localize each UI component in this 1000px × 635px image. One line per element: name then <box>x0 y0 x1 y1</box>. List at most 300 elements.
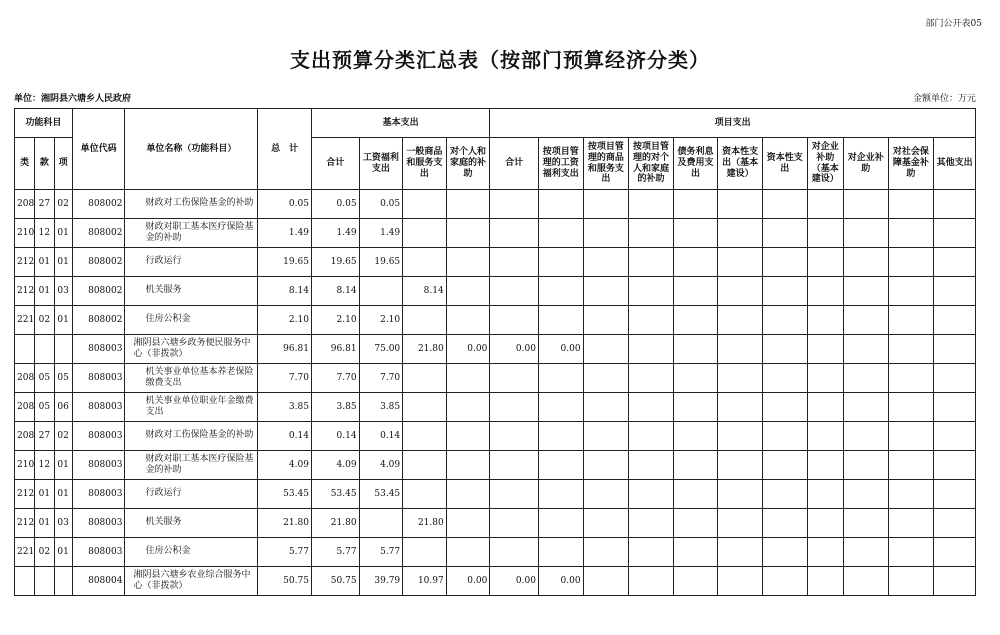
empty-cell <box>629 451 674 480</box>
basic-personal-cell <box>446 219 490 248</box>
basic-total-cell: 1.49 <box>311 219 359 248</box>
unit-code-cell: 808003 <box>72 480 125 509</box>
unit-code-cell: 808002 <box>72 190 125 219</box>
empty-cell <box>583 335 629 364</box>
lei-cell <box>15 335 35 364</box>
lei-cell: 221 <box>15 538 35 567</box>
empty-cell <box>844 364 889 393</box>
empty-cell <box>583 480 629 509</box>
empty-cell <box>673 509 718 538</box>
basic-total-cell: 21.80 <box>311 509 359 538</box>
basic-total-cell: 96.81 <box>311 335 359 364</box>
empty-cell <box>583 422 629 451</box>
basic-goods-cell <box>403 364 447 393</box>
xiang-cell: 02 <box>54 422 72 451</box>
empty-cell <box>934 480 976 509</box>
empty-cell <box>629 538 674 567</box>
lei-cell: 221 <box>15 306 35 335</box>
basic-total-cell: 19.65 <box>311 248 359 277</box>
project-wage-cell <box>538 277 583 306</box>
empty-cell <box>807 190 843 219</box>
kuan-cell <box>35 567 54 596</box>
basic-goods-cell: 21.80 <box>403 335 447 364</box>
empty-cell <box>807 480 843 509</box>
empty-cell <box>673 277 718 306</box>
project-col-capital: 资本性支出 <box>762 138 807 190</box>
basic-goods-cell <box>403 190 447 219</box>
empty-cell <box>629 306 674 335</box>
project-wage-cell <box>538 393 583 422</box>
project-wage-cell <box>538 451 583 480</box>
xiang-cell: 01 <box>54 248 72 277</box>
kuan-cell: 27 <box>35 190 54 219</box>
basic-wage-cell: 39.79 <box>359 567 403 596</box>
empty-cell <box>888 219 934 248</box>
xiang-header: 项 <box>54 138 72 190</box>
empty-cell <box>888 335 934 364</box>
lei-cell: 210 <box>15 451 35 480</box>
empty-cell <box>807 451 843 480</box>
basic-total-cell: 2.10 <box>311 306 359 335</box>
empty-cell <box>718 509 763 538</box>
total-cell: 19.65 <box>258 248 312 277</box>
project-total-cell <box>490 451 539 480</box>
empty-cell <box>583 190 629 219</box>
lei-header: 类 <box>15 138 35 190</box>
table-row <box>15 364 976 393</box>
empty-cell <box>718 567 763 596</box>
unit-name-cell: 住房公积金 <box>125 306 258 335</box>
empty-cell <box>844 219 889 248</box>
project-total-cell <box>490 538 539 567</box>
project-wage-cell <box>538 219 583 248</box>
lei-cell: 208 <box>15 364 35 393</box>
table-row <box>15 335 976 364</box>
kuan-cell: 01 <box>35 277 54 306</box>
basic-personal-cell <box>446 306 490 335</box>
page-title: 支出预算分类汇总表（按部门预算经济分类） <box>290 48 710 72</box>
empty-cell <box>718 451 763 480</box>
empty-cell <box>762 509 807 538</box>
basic-total-cell: 53.45 <box>311 480 359 509</box>
empty-cell <box>934 248 976 277</box>
unit-code-cell: 808002 <box>72 277 125 306</box>
total-cell: 8.14 <box>258 277 312 306</box>
unit-code-cell: 808004 <box>72 567 125 596</box>
project-total-cell <box>490 422 539 451</box>
project-total-cell: 0.00 <box>490 335 539 364</box>
table-row <box>15 480 976 509</box>
basic-goods-cell <box>403 480 447 509</box>
project-col-goods: 按项目管理的商品和服务支出 <box>583 138 629 190</box>
project-col-social-security: 对社会保障基金补助 <box>888 138 934 190</box>
project-col-personal: 按项目管理的对个人和家庭的补助 <box>629 138 674 190</box>
empty-cell <box>762 393 807 422</box>
basic-wage-cell: 75.00 <box>359 335 403 364</box>
basic-total-cell: 8.14 <box>311 277 359 306</box>
xiang-cell: 06 <box>54 393 72 422</box>
empty-cell <box>888 480 934 509</box>
xiang-cell <box>54 567 72 596</box>
project-total-cell <box>490 190 539 219</box>
basic-goods-cell <box>403 306 447 335</box>
empty-cell <box>629 393 674 422</box>
unit-code-cell: 808003 <box>72 538 125 567</box>
basic-goods-cell <box>403 451 447 480</box>
total-cell: 3.85 <box>258 393 312 422</box>
basic-wage-cell: 0.05 <box>359 190 403 219</box>
empty-cell <box>583 538 629 567</box>
project-total-cell <box>490 219 539 248</box>
basic-total-cell: 3.85 <box>311 393 359 422</box>
table-row <box>15 451 976 480</box>
empty-cell <box>844 567 889 596</box>
empty-cell <box>888 451 934 480</box>
func-subject-header: 功能科目 <box>15 109 73 138</box>
kuan-cell: 05 <box>35 364 54 393</box>
basic-goods-cell: 10.97 <box>403 567 447 596</box>
kuan-cell: 02 <box>35 538 54 567</box>
xiang-cell <box>54 335 72 364</box>
project-wage-cell <box>538 190 583 219</box>
project-wage-cell <box>538 248 583 277</box>
project-total-cell <box>490 248 539 277</box>
total-cell: 0.05 <box>258 190 312 219</box>
empty-cell <box>844 306 889 335</box>
xiang-cell: 03 <box>54 509 72 538</box>
empty-cell <box>583 509 629 538</box>
empty-cell <box>583 451 629 480</box>
kuan-cell: 01 <box>35 480 54 509</box>
empty-cell <box>718 335 763 364</box>
basic-personal-cell <box>446 538 490 567</box>
xiang-cell: 03 <box>54 277 72 306</box>
empty-cell <box>934 422 976 451</box>
basic-col-total: 合计 <box>311 138 359 190</box>
table-row <box>15 393 976 422</box>
empty-cell <box>673 219 718 248</box>
empty-cell <box>934 364 976 393</box>
empty-cell <box>934 190 976 219</box>
basic-col-goods: 一般商品和服务支出 <box>403 138 447 190</box>
empty-cell <box>807 219 843 248</box>
empty-cell <box>718 480 763 509</box>
empty-cell <box>888 190 934 219</box>
empty-cell <box>629 422 674 451</box>
empty-cell <box>629 277 674 306</box>
project-col-wage: 按项目管理的工资福利支出 <box>538 138 583 190</box>
basic-wage-cell: 53.45 <box>359 480 403 509</box>
empty-cell <box>762 451 807 480</box>
empty-cell <box>762 480 807 509</box>
empty-cell <box>583 364 629 393</box>
empty-cell <box>807 422 843 451</box>
total-cell: 7.70 <box>258 364 312 393</box>
empty-cell <box>762 364 807 393</box>
project-expense-header: 项目支出 <box>490 109 976 138</box>
empty-cell <box>934 219 976 248</box>
basic-wage-cell: 5.77 <box>359 538 403 567</box>
unit-code-cell: 808002 <box>72 306 125 335</box>
empty-cell <box>673 480 718 509</box>
unit-code-cell: 808003 <box>72 422 125 451</box>
empty-cell <box>807 538 843 567</box>
empty-cell <box>718 393 763 422</box>
unit-code-cell: 808003 <box>72 364 125 393</box>
lei-cell: 208 <box>15 422 35 451</box>
xiang-cell: 01 <box>54 451 72 480</box>
empty-cell <box>583 219 629 248</box>
total-cell: 2.10 <box>258 306 312 335</box>
project-col-other: 其他支出 <box>934 138 976 190</box>
unit-code-cell: 808003 <box>72 509 125 538</box>
basic-wage-cell: 19.65 <box>359 248 403 277</box>
basic-goods-cell <box>403 219 447 248</box>
project-col-debt: 债务利息及费用支出 <box>673 138 718 190</box>
unit-name-cell: 行政运行 <box>125 480 258 509</box>
empty-cell <box>673 567 718 596</box>
empty-cell <box>762 277 807 306</box>
empty-cell <box>673 422 718 451</box>
basic-total-cell: 5.77 <box>311 538 359 567</box>
project-col-total: 合计 <box>490 138 539 190</box>
empty-cell <box>807 335 843 364</box>
empty-cell <box>888 538 934 567</box>
project-wage-cell <box>538 422 583 451</box>
table-row <box>15 219 976 248</box>
empty-cell <box>583 306 629 335</box>
empty-cell <box>673 335 718 364</box>
empty-cell <box>629 335 674 364</box>
table-row <box>15 277 976 306</box>
empty-cell <box>673 364 718 393</box>
empty-cell <box>629 480 674 509</box>
basic-wage-cell: 0.14 <box>359 422 403 451</box>
project-wage-cell <box>538 509 583 538</box>
basic-goods-cell <box>403 393 447 422</box>
empty-cell <box>629 190 674 219</box>
table-row <box>15 567 976 596</box>
basic-total-cell: 50.75 <box>311 567 359 596</box>
empty-cell <box>718 277 763 306</box>
kuan-cell: 02 <box>35 306 54 335</box>
unit-name-cell: 财政对职工基本医疗保险基金的补助 <box>125 219 258 248</box>
basic-personal-cell: 0.00 <box>446 567 490 596</box>
unit-name-cell: 行政运行 <box>125 248 258 277</box>
lei-cell <box>15 567 35 596</box>
basic-personal-cell <box>446 277 490 306</box>
basic-wage-cell <box>359 277 403 306</box>
table-row <box>15 538 976 567</box>
project-col-enterprise: 对企业补助 <box>844 138 889 190</box>
unit-name-cell: 财政对工伤保险基金的补助 <box>125 422 258 451</box>
empty-cell <box>629 509 674 538</box>
empty-cell <box>629 364 674 393</box>
empty-cell <box>888 364 934 393</box>
form-number: 部门公开表05 <box>925 19 982 29</box>
table-row <box>15 306 976 335</box>
empty-cell <box>807 248 843 277</box>
empty-cell <box>844 248 889 277</box>
total-cell: 4.09 <box>258 451 312 480</box>
kuan-cell: 05 <box>35 393 54 422</box>
empty-cell <box>844 335 889 364</box>
empty-cell <box>673 451 718 480</box>
empty-cell <box>844 190 889 219</box>
unit-name-cell: 财政对职工基本医疗保险基金的补助 <box>125 451 258 480</box>
empty-cell <box>762 219 807 248</box>
empty-cell <box>844 422 889 451</box>
empty-cell <box>762 567 807 596</box>
xiang-cell: 01 <box>54 480 72 509</box>
basic-expense-header: 基本支出 <box>311 109 489 138</box>
empty-cell <box>762 190 807 219</box>
empty-cell <box>762 335 807 364</box>
lei-cell: 208 <box>15 393 35 422</box>
empty-cell <box>762 422 807 451</box>
empty-cell <box>934 509 976 538</box>
empty-cell <box>888 509 934 538</box>
unit-code-cell: 808003 <box>72 451 125 480</box>
empty-cell <box>807 393 843 422</box>
empty-cell <box>718 219 763 248</box>
xiang-cell: 01 <box>54 538 72 567</box>
empty-cell <box>844 393 889 422</box>
xiang-cell: 02 <box>54 190 72 219</box>
empty-cell <box>673 190 718 219</box>
empty-cell <box>888 306 934 335</box>
total-cell: 5.77 <box>258 538 312 567</box>
project-total-cell <box>490 480 539 509</box>
basic-personal-cell <box>446 451 490 480</box>
unit-name-header: 单位名称（功能科目） <box>125 109 258 190</box>
unit-name-cell: 机关事业单位基本养老保险缴费支出 <box>125 364 258 393</box>
project-total-cell <box>490 364 539 393</box>
empty-cell <box>934 451 976 480</box>
budget-table <box>14 108 976 596</box>
unit-code-cell: 808002 <box>72 248 125 277</box>
empty-cell <box>762 538 807 567</box>
kuan-cell <box>35 335 54 364</box>
empty-cell <box>583 248 629 277</box>
project-col-capital-construction: 资本性支出（基本建设） <box>718 138 763 190</box>
xiang-cell: 01 <box>54 219 72 248</box>
empty-cell <box>844 277 889 306</box>
table-row <box>15 422 976 451</box>
unit-code-cell: 808002 <box>72 219 125 248</box>
empty-cell <box>888 567 934 596</box>
basic-total-cell: 4.09 <box>311 451 359 480</box>
lei-cell: 212 <box>15 277 35 306</box>
basic-total-cell: 0.05 <box>311 190 359 219</box>
empty-cell <box>629 567 674 596</box>
unit-name-cell: 住房公积金 <box>125 538 258 567</box>
empty-cell <box>888 393 934 422</box>
project-wage-cell: 0.00 <box>538 567 583 596</box>
empty-cell <box>934 567 976 596</box>
xiang-cell: 01 <box>54 306 72 335</box>
total-header: 总 计 <box>258 109 312 190</box>
unit-name-cell: 机关服务 <box>125 277 258 306</box>
basic-wage-cell: 2.10 <box>359 306 403 335</box>
empty-cell <box>807 567 843 596</box>
empty-cell <box>583 277 629 306</box>
unit-name-cell: 湘阴县六塘乡农业综合服务中心（非拨款） <box>125 567 258 596</box>
empty-cell <box>934 538 976 567</box>
lei-cell: 212 <box>15 480 35 509</box>
lei-cell: 212 <box>15 248 35 277</box>
empty-cell <box>934 277 976 306</box>
header-row-1 <box>15 109 976 138</box>
empty-cell <box>629 248 674 277</box>
empty-cell <box>888 248 934 277</box>
basic-wage-cell: 3.85 <box>359 393 403 422</box>
empty-cell <box>807 509 843 538</box>
basic-personal-cell <box>446 190 490 219</box>
total-cell: 0.14 <box>258 422 312 451</box>
total-cell: 96.81 <box>258 335 312 364</box>
empty-cell <box>762 248 807 277</box>
basic-goods-cell <box>403 248 447 277</box>
kuan-header: 款 <box>35 138 54 190</box>
empty-cell <box>762 306 807 335</box>
basic-goods-cell: 8.14 <box>403 277 447 306</box>
unit-name-cell: 机关事业单位职业年金缴费支出 <box>125 393 258 422</box>
empty-cell <box>844 509 889 538</box>
basic-col-wage: 工资福利支出 <box>359 138 403 190</box>
unit-code-header: 单位代码 <box>72 109 125 190</box>
empty-cell <box>673 393 718 422</box>
empty-cell <box>934 393 976 422</box>
table-row <box>15 248 976 277</box>
project-total-cell <box>490 306 539 335</box>
amount-unit: 金额单位：万元 <box>912 94 976 104</box>
unit-code-cell: 808003 <box>72 393 125 422</box>
kuan-cell: 12 <box>35 451 54 480</box>
basic-personal-cell <box>446 509 490 538</box>
basic-goods-cell <box>403 422 447 451</box>
basic-wage-cell: 1.49 <box>359 219 403 248</box>
empty-cell <box>629 219 674 248</box>
empty-cell <box>673 538 718 567</box>
kuan-cell: 01 <box>35 248 54 277</box>
empty-cell <box>844 538 889 567</box>
total-cell: 1.49 <box>258 219 312 248</box>
empty-cell <box>807 277 843 306</box>
empty-cell <box>583 567 629 596</box>
empty-cell <box>673 306 718 335</box>
project-wage-cell <box>538 364 583 393</box>
basic-personal-cell <box>446 480 490 509</box>
project-wage-cell <box>538 306 583 335</box>
unit-name-cell: 湘阴县六塘乡政务便民服务中心（非拨款） <box>125 335 258 364</box>
project-col-enterprise-construction: 对企业补助（基本建设） <box>807 138 843 190</box>
total-cell: 21.80 <box>258 509 312 538</box>
basic-wage-cell <box>359 509 403 538</box>
empty-cell <box>718 190 763 219</box>
basic-personal-cell <box>446 364 490 393</box>
lei-cell: 210 <box>15 219 35 248</box>
basic-personal-cell: 0.00 <box>446 335 490 364</box>
unit-label: 单位：湘阴县六塘乡人民政府 <box>14 94 132 104</box>
table-row <box>15 509 976 538</box>
lei-cell: 212 <box>15 509 35 538</box>
project-total-cell <box>490 509 539 538</box>
kuan-cell: 12 <box>35 219 54 248</box>
basic-total-cell: 7.70 <box>311 364 359 393</box>
basic-goods-cell <box>403 538 447 567</box>
basic-personal-cell <box>446 248 490 277</box>
